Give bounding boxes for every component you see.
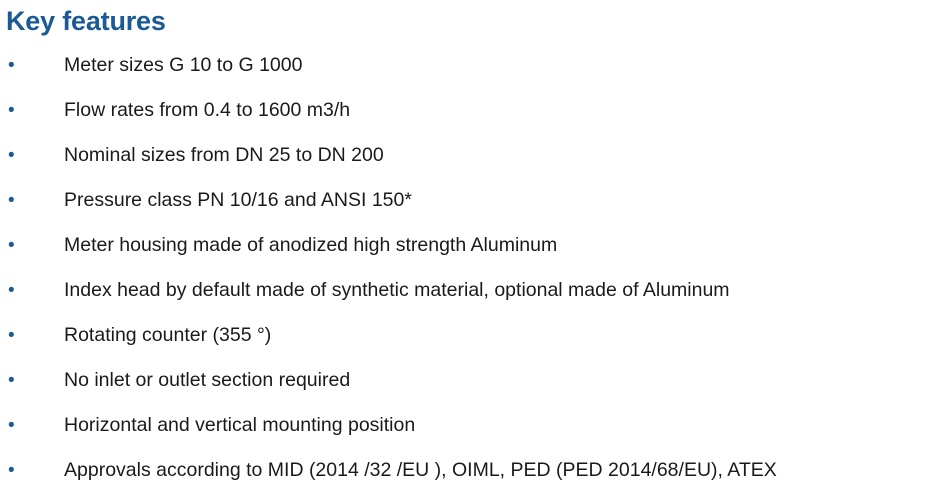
list-item bbox=[0, 223, 950, 268]
list-item bbox=[0, 268, 950, 313]
list-item-label: Horizontal and vertical mounting position bbox=[64, 414, 416, 437]
list-item-label: Meter housing made of anodized high strength Aluminum bbox=[64, 234, 558, 257]
list-item bbox=[0, 403, 950, 448]
bullet-icon: • bbox=[8, 235, 15, 257]
bullet-icon: • bbox=[8, 460, 15, 482]
page-title: Key features bbox=[6, 6, 166, 36]
bullet-icon: • bbox=[8, 415, 15, 437]
bullet-icon: • bbox=[8, 280, 15, 302]
bullet-icon: • bbox=[8, 325, 15, 347]
list-item-label: Approvals according to MID (2014 /32 /EU ), OIML, PED (PED 2014/68/EU), ATEX bbox=[64, 459, 777, 482]
key-features-list bbox=[0, 43, 950, 493]
bullet-icon: • bbox=[8, 145, 15, 167]
list-item bbox=[0, 88, 950, 133]
bullet-icon: • bbox=[8, 100, 15, 122]
list-item bbox=[0, 448, 950, 493]
list-item bbox=[0, 358, 950, 403]
list-item-label: Rotating counter (355 °) bbox=[64, 324, 272, 347]
list-item-label: Pressure class PN 10/16 and ANSI 150* bbox=[64, 189, 412, 212]
list-item bbox=[0, 133, 950, 178]
list-item-label: Index head by default made of synthetic material, optional made of Aluminum bbox=[64, 279, 730, 302]
bullet-icon: • bbox=[8, 190, 15, 212]
bullet-icon: • bbox=[8, 55, 15, 77]
list-item bbox=[0, 313, 950, 358]
list-item-label: Flow rates from 0.4 to 1600 m3/h bbox=[64, 99, 351, 122]
list-item-label: Nominal sizes from DN 25 to DN 200 bbox=[64, 144, 384, 167]
list-item bbox=[0, 178, 950, 223]
bullet-icon: • bbox=[8, 370, 15, 392]
list-item bbox=[0, 43, 950, 88]
list-item-label: Meter sizes G 10 to G 1000 bbox=[64, 54, 303, 77]
list-item-label: No inlet or outlet section required bbox=[64, 369, 351, 392]
